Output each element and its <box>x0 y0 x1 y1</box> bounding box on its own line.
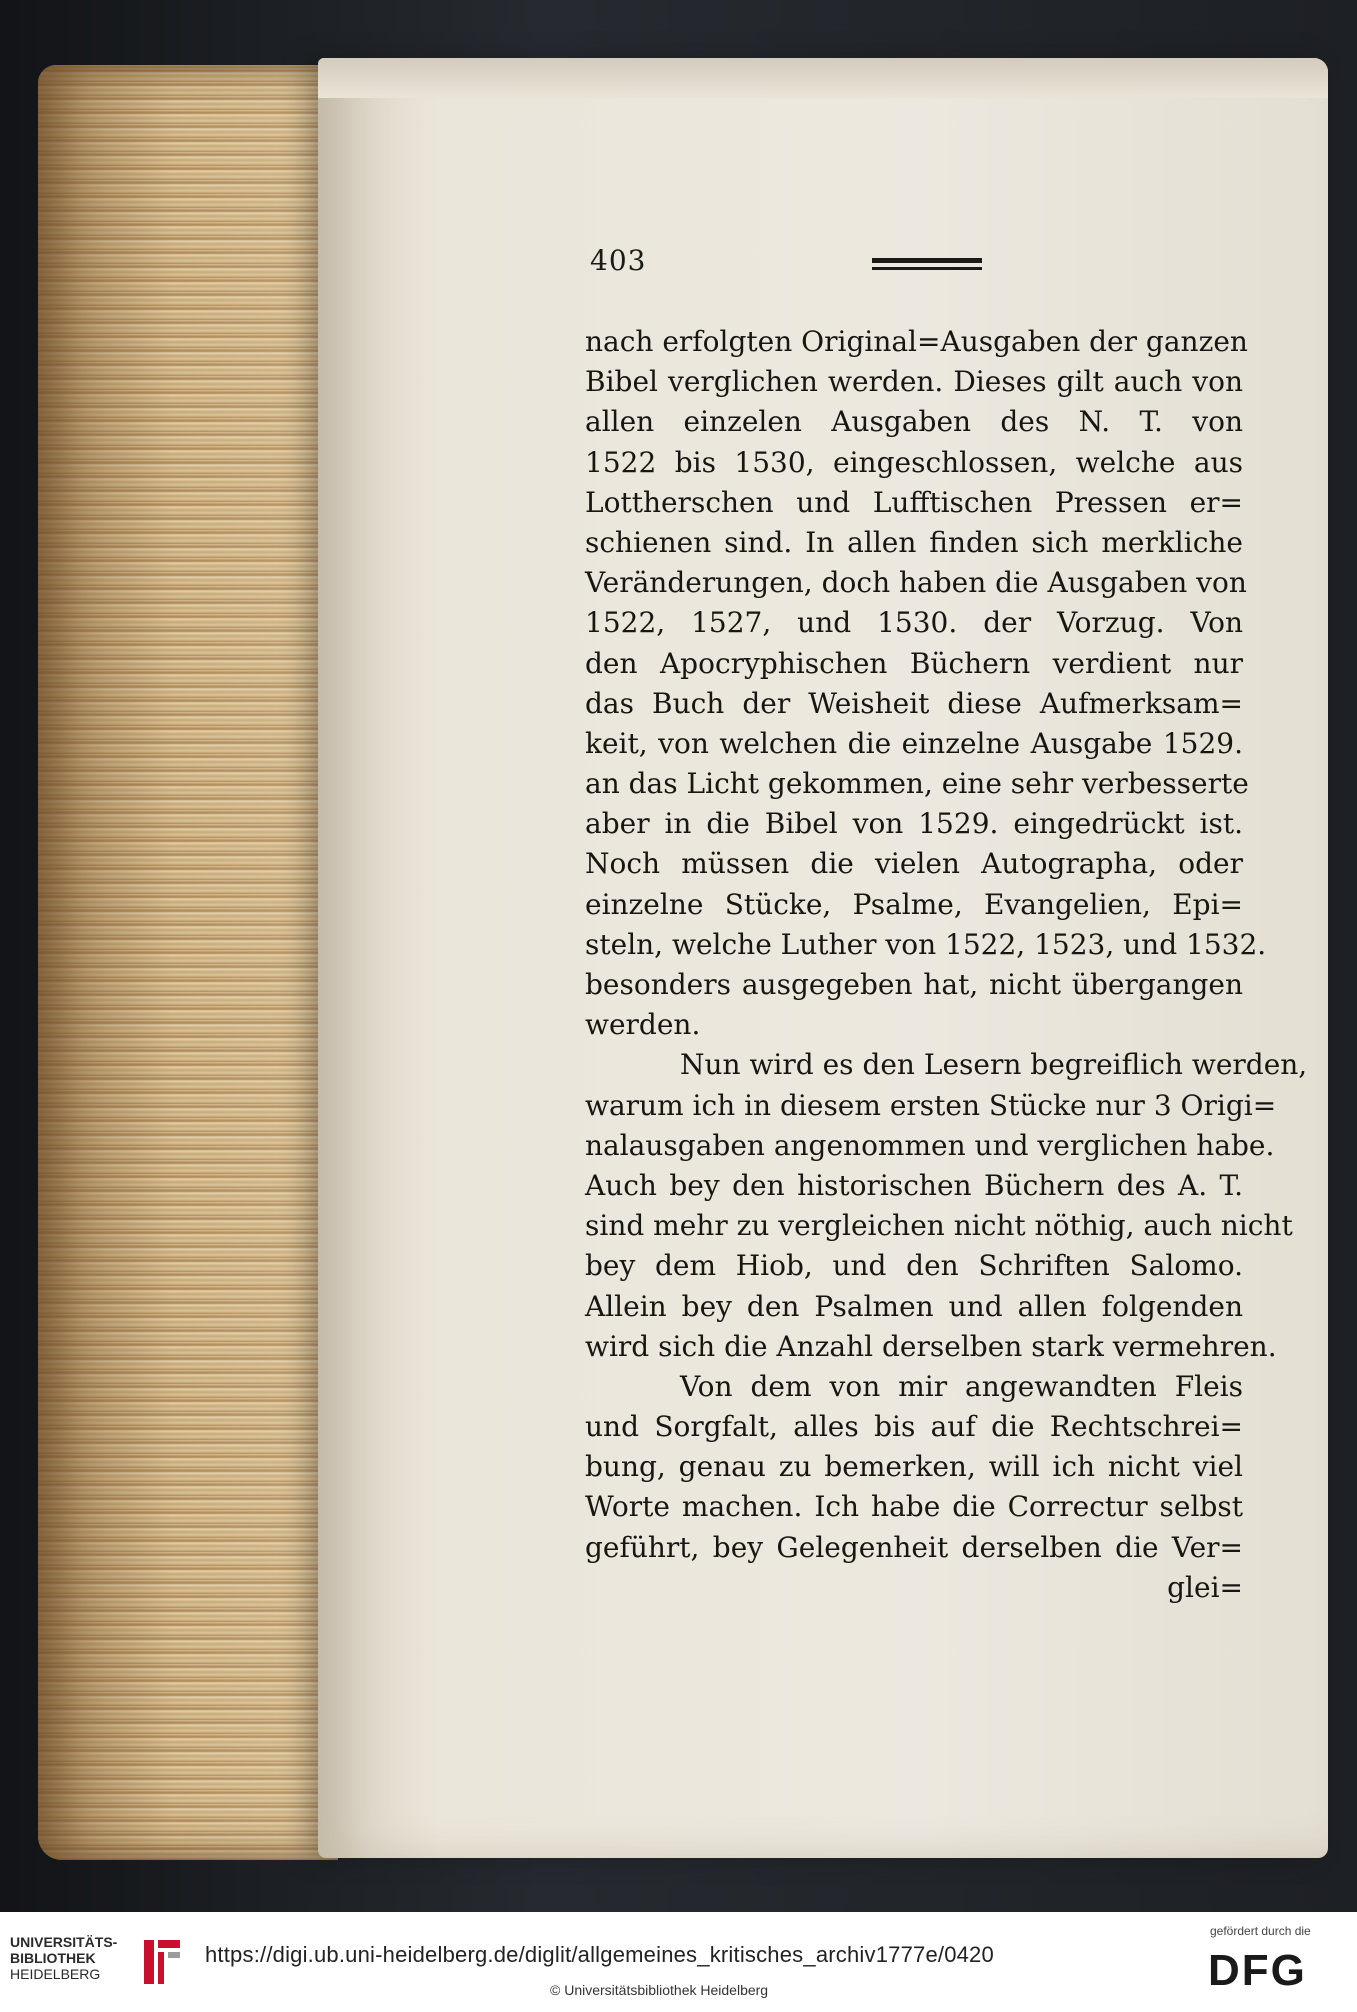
text-line: Allein bey den Psalmen und allen folgenden <box>585 1289 1243 1323</box>
dfg-logo[interactable]: DFG <box>1208 1946 1307 1995</box>
text-line: Worte machen. Ich habe die Correctur selbst <box>585 1490 1243 1524</box>
text-line: einzelne Stücke, Psalme, Evangelien, Epi= <box>585 887 1243 921</box>
text-line: warum ich in diesem ersten Stücke nur 3 Origi= <box>585 1088 1277 1122</box>
text-line: schienen sind. In allen finden sich merkliche <box>585 525 1243 559</box>
text-line: keit, von welchen die einzelne Ausgabe 1529. <box>585 726 1243 760</box>
text-line: 1522, 1527, und 1530. der Vorzug. Von <box>585 606 1243 640</box>
text-line: steln, welche Luther von 1522, 1523, und 1532. <box>585 927 1267 961</box>
viewer-footer <box>0 1912 1357 2012</box>
funded-by-label: gefördert durch die <box>1210 1924 1311 1938</box>
page-number: 403 <box>590 244 647 277</box>
copyright-notice: © Universitätsbibliothek Heidelberg <box>550 1982 769 1998</box>
header-rule <box>872 258 982 270</box>
text-line: den Apocryphischen Büchern verdient nur <box>585 646 1243 680</box>
text-line: 1522 bis 1530, eingeschlossen, welche aus <box>585 445 1243 479</box>
text-line: Von dem von mir angewandten Fleis <box>680 1369 1243 1403</box>
text-line: nalausgaben angenommen und verglichen habe. <box>585 1128 1275 1162</box>
text-line: Nun wird es den Lesern begreiflich werden, <box>680 1048 1308 1082</box>
text-line: allen einzelen Ausgaben des N. T. von <box>585 405 1243 439</box>
text-line: besonders ausgegeben hat, nicht übergangen <box>585 968 1243 1001</box>
library-name-line1: UNIVERSITÄTS- <box>10 1934 118 1950</box>
text-line: nach erfolgten Original=Ausgaben der ganzen <box>585 325 1248 358</box>
text-line: wird sich die Anzahl derselben stark vermehren. <box>585 1329 1277 1363</box>
text-line: bey dem Hiob, und den Schriften Salomo. <box>585 1249 1243 1283</box>
library-name-line3: HEIDELBERG <box>10 1966 101 1982</box>
page-body-text <box>585 322 1308 1608</box>
text-line: Bibel verglichen werden. Dieses gilt auch von <box>585 365 1243 399</box>
text-line: Auch bey den historischen Büchern des A. T. <box>585 1168 1243 1202</box>
book-fore-edge <box>38 65 338 1860</box>
text-line: geführt, bey Gelegenheit derselben die Ver= <box>585 1530 1243 1564</box>
text-line: Veränderungen, doch haben die Ausgaben von <box>585 566 1247 600</box>
text-line: das Buch der Weisheit diese Aufmerksam= <box>585 686 1243 720</box>
library-logo-text[interactable] <box>10 1934 140 1982</box>
text-line: Noch müssen die vielen Autographa, oder <box>585 847 1243 881</box>
text-line: werden. <box>585 1008 701 1042</box>
text-line: bung, genau zu bemerken, will ich nicht viel <box>585 1450 1243 1484</box>
text-line: an das Licht gekommen, eine sehr verbesserte <box>585 767 1249 801</box>
text-line: sind mehr zu vergleichen nicht nöthig, auch nicht <box>585 1209 1293 1243</box>
text-line: und Sorgfalt, alles bis auf die Rechtschrei= <box>585 1410 1243 1444</box>
text-line: aber in die Bibel von 1529. eingedrückt ist. <box>585 807 1243 841</box>
permalink-url[interactable]: https://digi.ub.uni-heidelberg.de/diglit/allgemeines_kritisches_archiv1777e/0420 <box>205 1942 994 1967</box>
library-logo-icon[interactable] <box>138 1932 186 1990</box>
text-line: Lottherschen und Lufftischen Pressen er= <box>585 485 1243 519</box>
page-header <box>590 244 1250 284</box>
catchword: glei= <box>1167 1570 1243 1604</box>
library-name-line2: BIBLIOTHEK <box>10 1950 96 1966</box>
